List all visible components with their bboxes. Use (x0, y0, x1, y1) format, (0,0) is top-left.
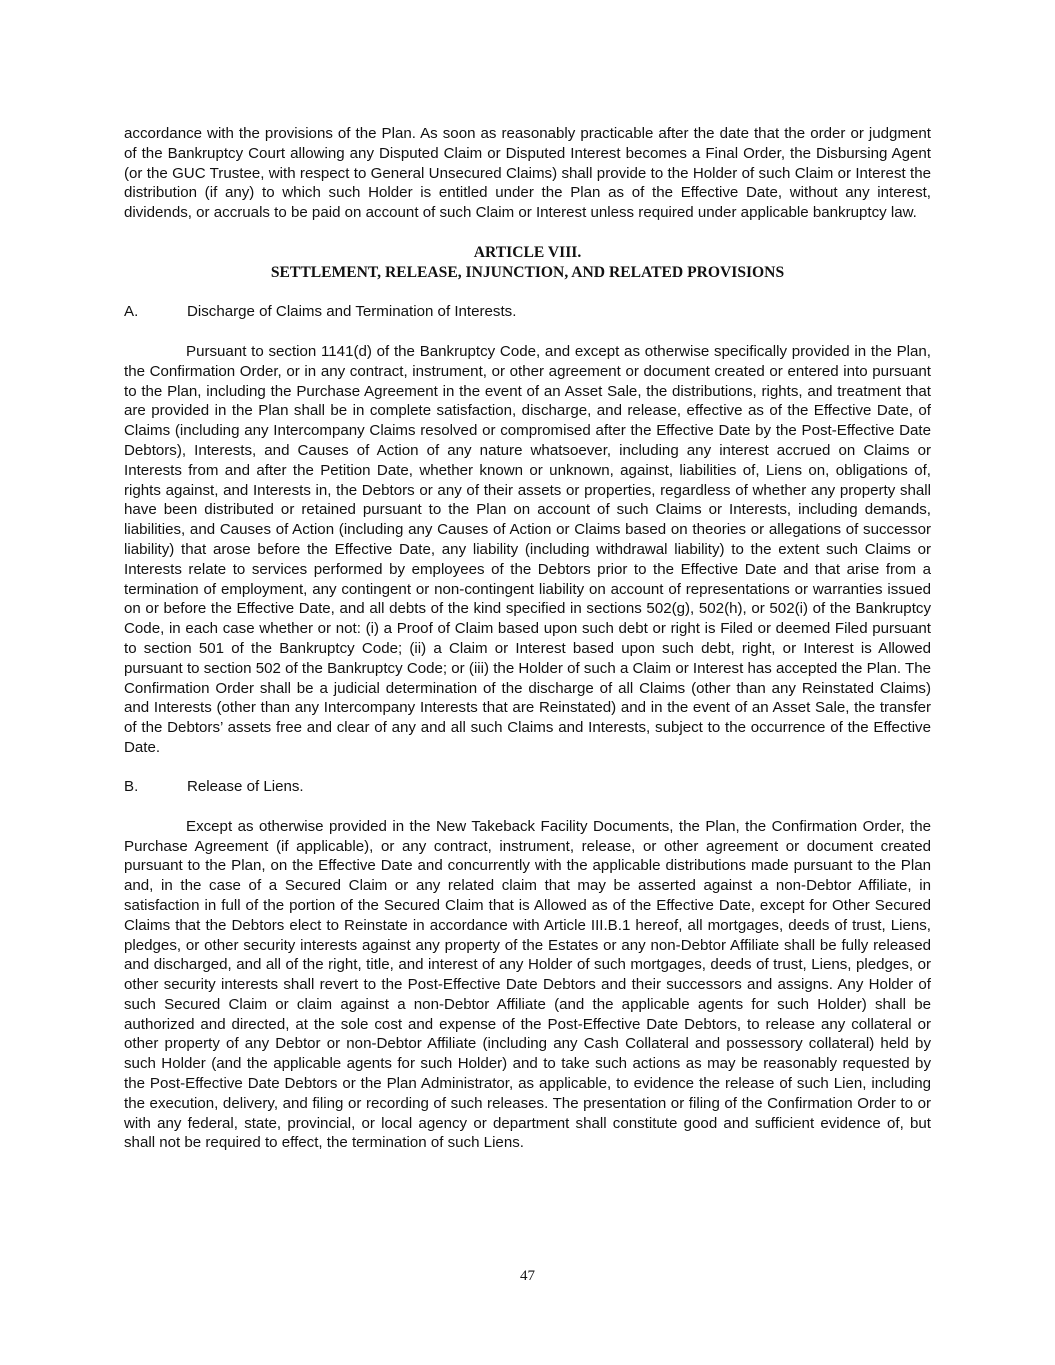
section-b-title: Release of Liens. (187, 777, 304, 795)
article-title: SETTLEMENT, RELEASE, INJUNCTION, AND RELATED PROVISIONS (270, 263, 785, 281)
section-b-letter: B. (124, 777, 139, 795)
continuation-paragraph: accordance with the provisions of the Plan. As soon as reasonably practicable after the date that the order or judgment of the Bankruptcy Court allowing any Disputed Claim or Disputed Interest becomes a Final Order, the Disbursing Agent (or the GUC Trustee, with respect to General Unsecured Claims) shall provide to the Holder of such Claim or Interest the distribution (if any) to which such Holder is entitled under the Plan as of the Effective Date, without any interest, dividends, or accruals to be paid on account of such Claim or Interest unless required under applicable bankruptcy law. (124, 125, 931, 222)
section-a-letter: A. (124, 302, 139, 320)
section-b-body: Except as otherwise provided in the New Takeback Facility Documents, the Plan, the Confirmation Order, the Purchase Agreement (if applicable), or any contract, instrument, release, or other agreement or document created pursuant to the Plan, on the Effective Date and concurrently with the applicable distributions made pursuant to the Plan and, in the case of a Secured Claim or any related claim that may be asserted against a non-Debtor Affiliate, in satisfaction in full of the portion of the Secured Claim that is Allowed as of the Effective Date, except for Other Secured Claims that the Debtors elect to Reinstate in accordance with Article III.B.1 hereof, all mortgages, deeds of trust, Liens, pledges, or other security interests against any property of the Estates or any non-Debtor Affiliate shall be fully released and discharged, and all of the right, title, and interest of any Holder of such mortgages, deeds of trust, Liens, pledges, or other security interests shall revert to the Post-Effective Date Debtors and their successors and assigns. Any Holder of such Secured Claim or claim against a non-Debtor Affiliate (and the applicable agents for such Holder) shall be authorized and directed, at the sole cost and expense of the Post-Effective Date Debtors, to release any collateral or other property of any Debtor or non-Debtor Affiliate (including any Cash Collateral and possessory collateral) held by such Holder (and the applicable agents for such Holder) and to take such actions as may be reasonably requested by the Post-Effective Date Debtors or the Plan Administrator, as applicable, to evidence the release of such Lien, including the execution, delivery, and filing or recording of such releases. The presentation or filing of the Confirmation Order to or with any federal, state, provincial, or local agency or department shall constitute good and sufficient evidence of, but shall not be required to effect, the termination of such Liens. (124, 817, 931, 1152)
page-number: 47 (520, 1268, 535, 1284)
article-number: ARTICLE VIII. (473, 243, 582, 261)
document-page (124, 124, 931, 1153)
article-heading (124, 243, 931, 283)
section-a-title: Discharge of Claims and Termination of Interests. (187, 302, 517, 320)
section-b-heading (124, 777, 931, 797)
section-a-heading (124, 302, 931, 322)
section-a-body: Pursuant to section 1141(d) of the Bankruptcy Code, and except as otherwise specifically provided in the Plan, the Confirmation Order, or in any contract, instrument, or other agreement or document created or entered into pursuant to the Plan, including the Purchase Agreement in the event of an Asset Sale, the distributions, rights, and treatment that are provided in the Plan shall be in complete satisfaction, discharge, and release, effective as of the Effective Date, of Claims (including any Intercompany Claims resolved or compromised after the Effective Date by the Post-Effective Date Debtors), Interests, and Causes of Action of any nature whatsoever, including any interest accrued on Claims or Interests from and after the Petition Date, whether known or unknown, against, liabilities of, Liens on, obligations of, rights against, and Interests in, the Debtors or any of their assets or properties, regardless of whether any property shall have been distributed or retained pursuant to the Plan on account of such Claims or Interests, including demands, liabilities, and Causes of Action (including any Causes of Action or Claims based on theories or allegations of successor liability) that arose before the Effective Date, any liability (including withdrawal liability) to the extent such Claims or Interests relate to services performed by employees of the Debtors prior to the Effective Date and that arise from a termination of employment, any contingent or non-contingent liability on account of representations or warranties issued on or before the Effective Date, and all debts of the kind specified in sections 502(g), 502(h), or 502(i) of the Bankruptcy Code, in each case whether or not: (i) a Proof of Claim based upon such debt or right is Filed or deemed Filed pursuant to section 501 of the Bankruptcy Code; (ii) a Claim or Interest based upon such debt, right, or Interest is Allowed pursuant to section 502 of the Bankruptcy Code; or (iii) the Holder of such a Claim or Interest has accepted the Plan. The Confirmation Order shall be a judicial determination of the discharge of all Claims (other than any Reinstated Claims) and Interests (other than any Intercompany Interests that are Reinstated) and in the event of an Asset Sale, the transfer of the Debtors’ assets free and clear of any and all such Claims and Interests, subject to the occurrence of the Effective Date. (124, 342, 931, 756)
